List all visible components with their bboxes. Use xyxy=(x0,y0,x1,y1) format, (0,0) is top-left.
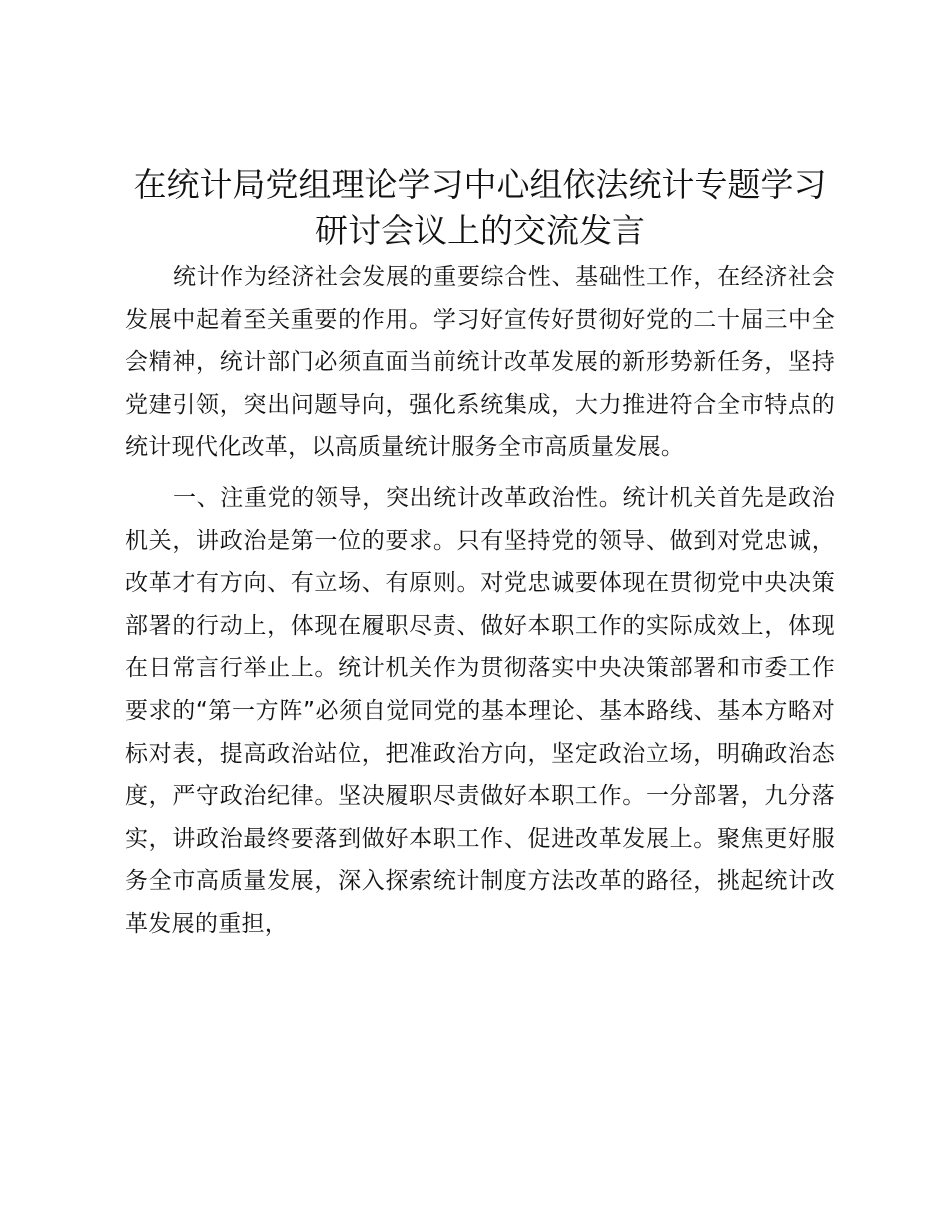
document-body xyxy=(125,256,835,946)
paragraph-section-one: 一、注重党的领导，突出统计改革政治性。统计机关首先是政治机关，讲政治是第一位的要求。只有坚持党的领导、做到对党忠诚，改革才有方向、有立场、有原则。对党忠诚要体现在贯彻党中央决策部署的行动上，体现在履职尽责、做好本职工作的实际成效上，体现在日常言行举止上。统计机关作为贯彻落实中央决策部署和市委工作要求的“第一方阵”必须自觉同党的基本理论、基本路线、基本方略对标对表，提高政治站位，把准政治方向，坚定政治立场，明确政治态度，严守政治纪律。坚决履职尽责做好本职工作。一分部署，九分落实，讲政治最终要落到做好本职工作、促进改革发展上。聚焦更好服务全市高质量发展，深入探索统计制度方法改革的路径，挑起统计改革发展的重担， xyxy=(125,484,835,937)
document-title: 在统计局党组理论学习中心组依法统计专题学习研讨会议上的交流发言 xyxy=(133,165,827,250)
paragraph-intro: 统计作为经济社会发展的重要综合性、基础性工作，在经济社会发展中起着至关重要的作用。学习好宣传好贯彻好党的二十届三中全会精神，统计部门必须直面当前统计改革发展的新形势新任务，坚持党建引领，突出问题导向，强化系统集成，大力推进符合全市特点的统计现代化改革，以高质量统计服务全市高质量发展。 xyxy=(125,264,835,461)
